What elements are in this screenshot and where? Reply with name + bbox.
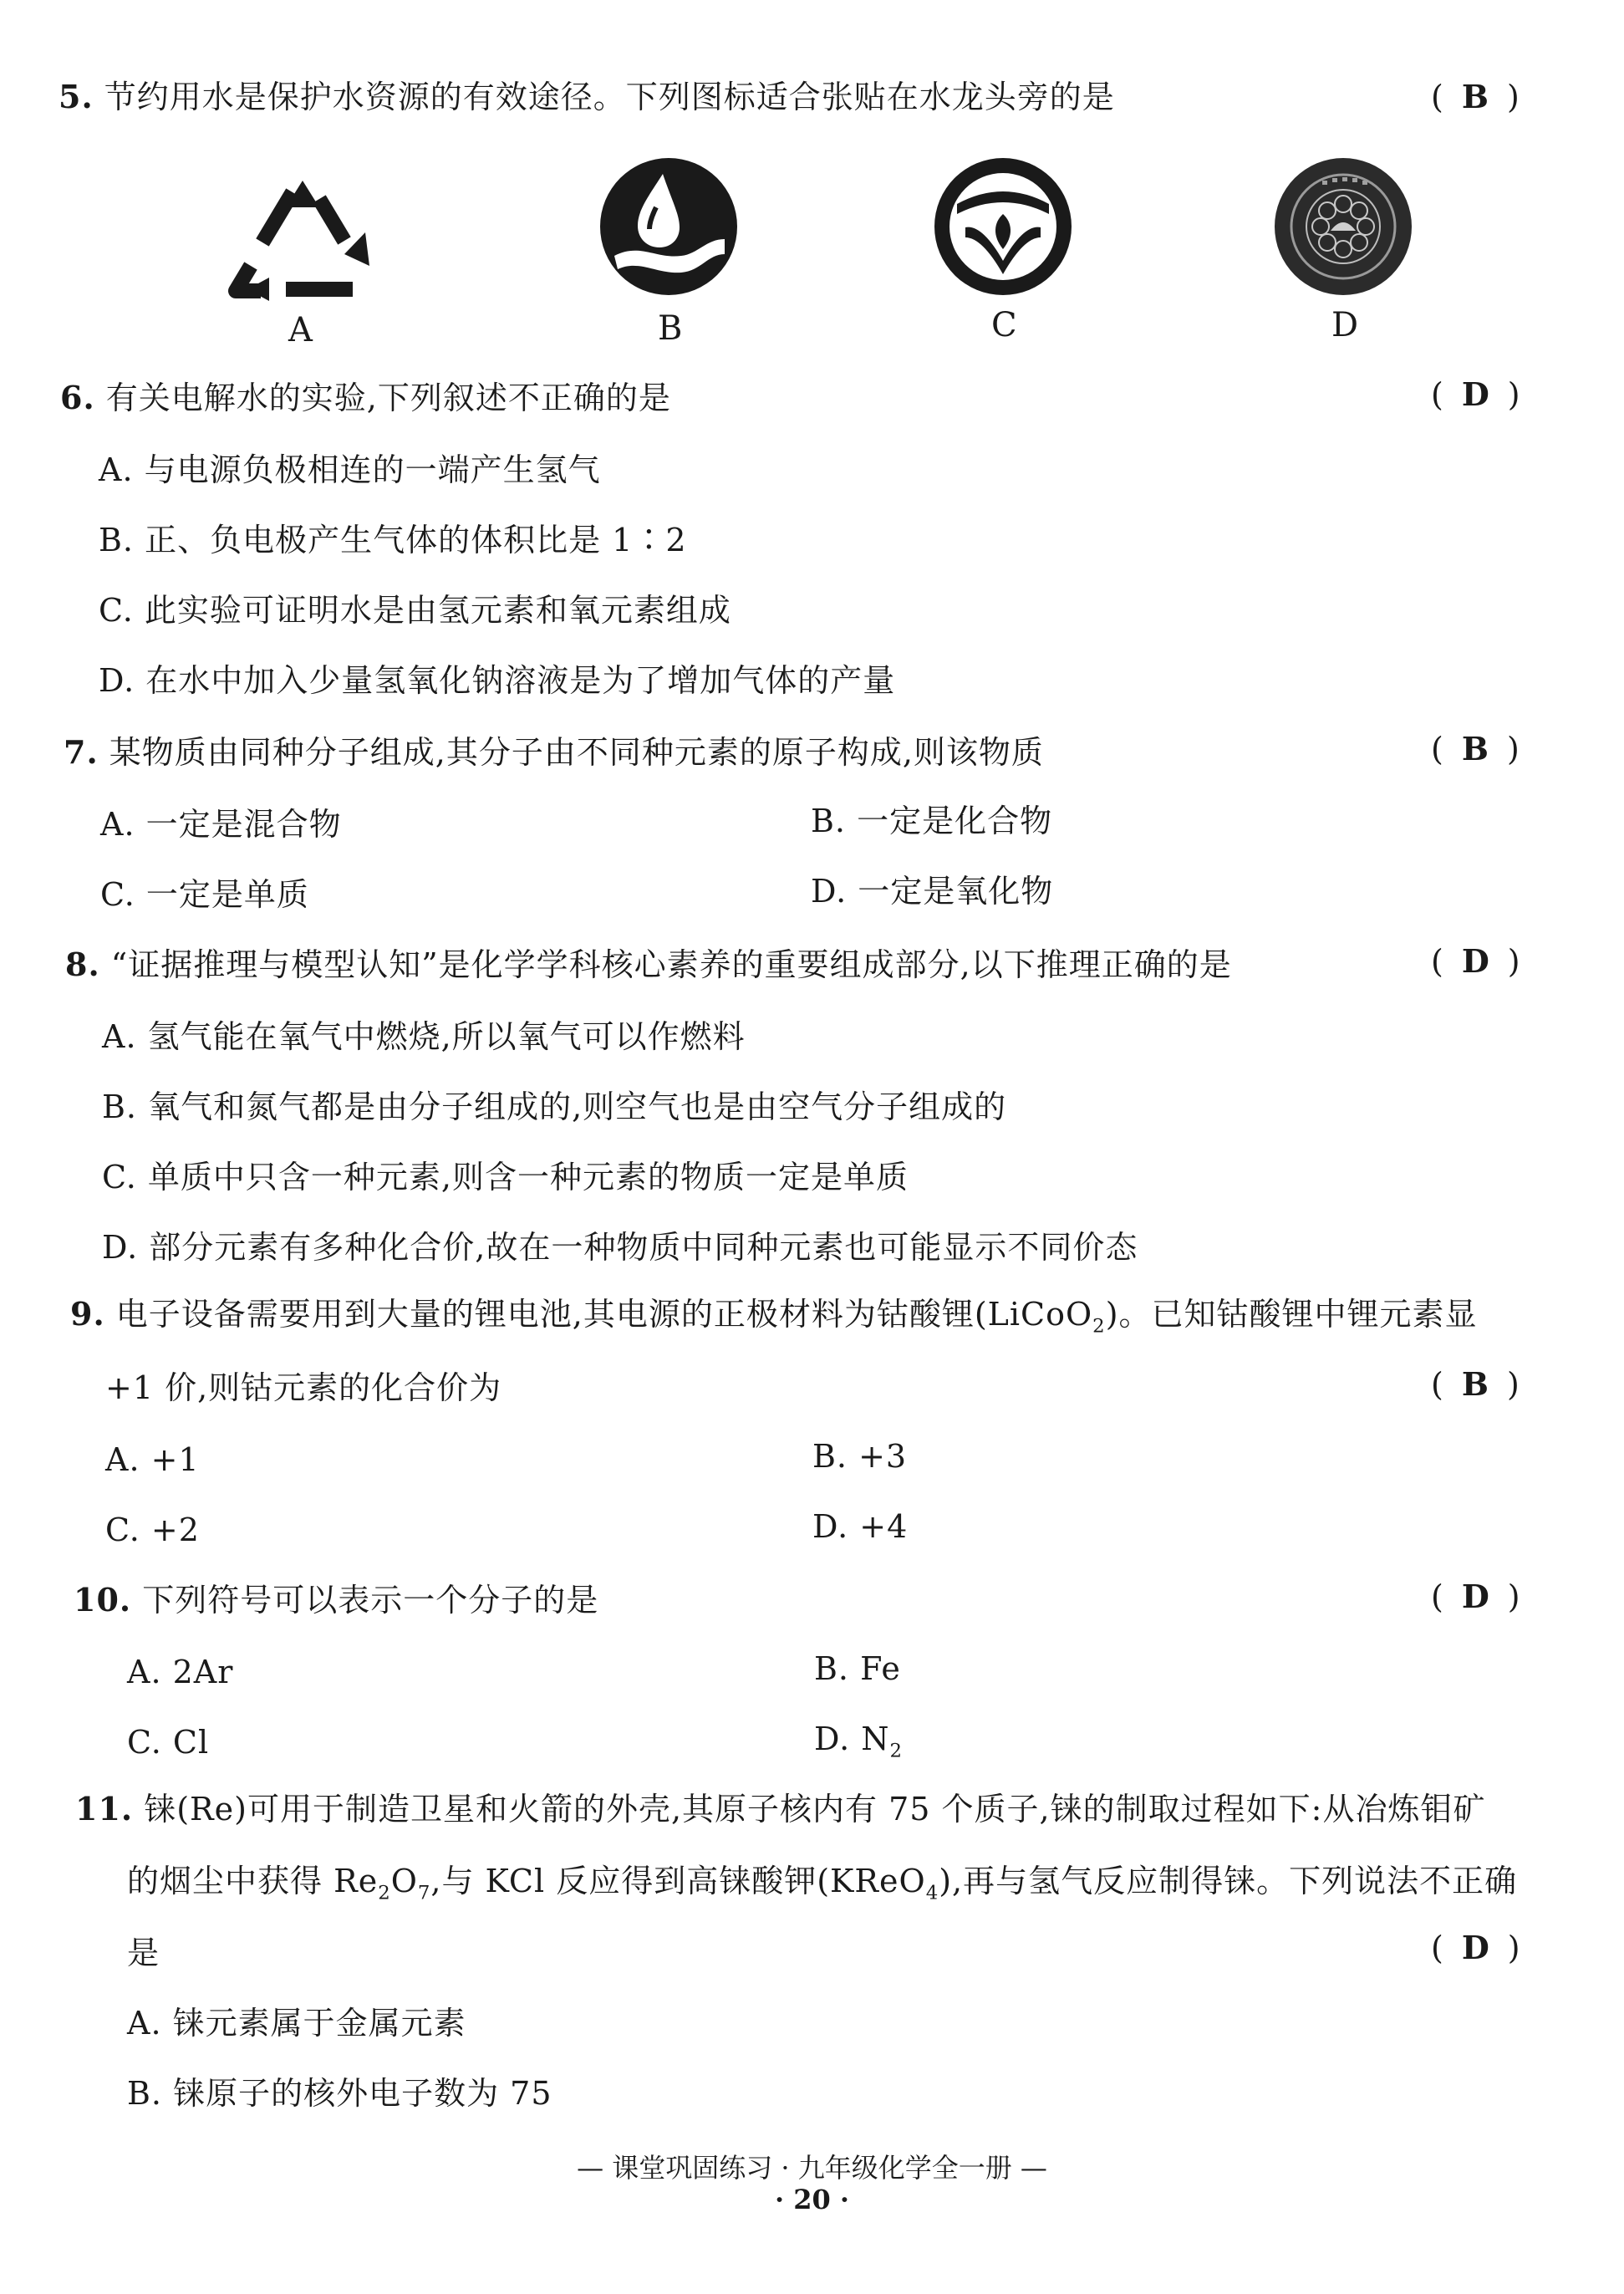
water-saving-icon: [598, 155, 740, 298]
recycle-icon: [219, 174, 386, 308]
question-8-option-a: A. 氢气能在氧气中燃烧,所以氧气可以作燃料: [102, 1018, 746, 1055]
answer-letter: B: [1461, 1365, 1489, 1403]
question-11-option-a: A. 铼元素属于金属元素: [127, 2005, 466, 2042]
figure-label-c: C: [991, 306, 1017, 344]
question-11-answer: ( D ): [1431, 1929, 1520, 1966]
question-7-option-a: A. 一定是混合物: [100, 806, 342, 843]
question-10-option-c: C. Cl: [127, 1724, 210, 1761]
question-text: 有关电解水的实验,下列叙述不正确的是: [105, 380, 671, 416]
page-number: · 20 ·: [774, 2184, 850, 2215]
question-7-answer: ( B ): [1431, 730, 1520, 767]
question-5-answer: ( B ): [1431, 78, 1520, 115]
question-5-stem: [59, 77, 1115, 117]
question-number: 8.: [65, 946, 100, 983]
question-9-option-d: D. +4: [812, 1508, 909, 1545]
question-6-option-b: B. 正、负电极产生气体的体积比是 1∶2: [99, 522, 687, 558]
question-6-stem: [60, 378, 671, 418]
answer-letter: D: [1461, 942, 1489, 980]
question-10-stem: [74, 1580, 598, 1620]
question-8-option-b: B. 氧气和氮气都是由分子组成的,则空气也是由空气分子组成的: [102, 1088, 1007, 1125]
question-6-answer: ( D ): [1431, 375, 1520, 413]
question-number: 6.: [60, 379, 95, 416]
question-11-stem-line-3: 是: [127, 1935, 160, 1971]
question-9-option-c: C. +2: [105, 1511, 200, 1548]
question-text: 节约用水是保护水资源的有效途径。下列图标适合张贴在水龙头旁的是: [104, 79, 1115, 115]
question-6-option-d: D. 在水中加入少量氢氧化钠溶液是为了增加气体的产量: [99, 662, 896, 699]
question-9-option-a: A. +1: [105, 1441, 200, 1478]
question-11-option-b: B. 铼原子的核外电子数为 75: [127, 2075, 552, 2112]
question-9-option-b: B. +3: [812, 1438, 908, 1475]
question-text: 下列符号可以表示一个分子的是: [142, 1582, 599, 1619]
question-number: 11.: [75, 1790, 134, 1828]
china-environmental-label-icon: [1272, 155, 1414, 298]
question-11-stem-line-1: 11. 铼(Re)可用于制造卫星和火箭的外壳,其原子核内有 75 个质子,铼的制取过程如下:从冶炼钼矿: [75, 1790, 1486, 1828]
question-10-option-b: B. Fe: [814, 1650, 901, 1687]
green-food-icon: [932, 155, 1074, 298]
question-number: 7.: [64, 733, 99, 771]
answer-letter: D: [1461, 1578, 1489, 1615]
question-8-option-d: D. 部分元素有多种化合价,故在一种物质中同种元素也可能显示不同价态: [102, 1229, 1138, 1266]
question-7-option-c: C. 一定是单质: [100, 876, 309, 913]
figure-label-d: D: [1331, 306, 1359, 344]
question-7-stem: [64, 732, 1044, 772]
question-8-stem: [65, 945, 1232, 985]
question-10-option-a: A. 2Ar: [127, 1654, 234, 1690]
answer-letter: D: [1461, 1929, 1489, 1966]
question-6-option-c: C. 此实验可证明水是由氢元素和氧元素组成: [99, 592, 731, 629]
question-text: “证据推理与模型认知”是化学学科核心素养的重要组成部分,以下推理正确的是: [110, 946, 1232, 983]
question-11-stem-line-2: 的烟尘中获得 $Re_2O_7$,与 KCl 反应得到高铼酸钾(KReO$_4$),再与氢气反应制得铼。下列说法不正确: [127, 1863, 1518, 1904]
figure-label-a: A: [288, 311, 313, 349]
question-9-stem-line-1: 9. 电子设备需要用到大量的锂电池,其电源的正极材料为钴酸锂(LiCoO$_2$)。已知钴酸锂中锂元素显: [70, 1295, 1478, 1338]
question-8-answer: ( D ): [1431, 942, 1520, 980]
question-7-option-d: D. 一定是氧化物: [811, 873, 1054, 910]
answer-letter: B: [1461, 730, 1489, 767]
question-number: 9.: [70, 1295, 105, 1333]
question-7-option-b: B. 一定是化合物: [811, 803, 1053, 839]
question-9-stem-line-2: +1 价,则钴元素的化合价为: [105, 1369, 502, 1406]
question-8-option-c: C. 单质中只含一种元素,则含一种元素的物质一定是单质: [102, 1159, 909, 1195]
page-footer: — 课堂巩固练习 · 九年级化学全一册 —: [577, 2152, 1047, 2184]
question-number: 5.: [59, 78, 94, 115]
answer-letter: B: [1461, 78, 1489, 115]
question-6-option-a: A. 与电源负极相连的一端产生氢气: [99, 451, 601, 488]
answer-letter: D: [1461, 375, 1489, 413]
question-number: 10.: [74, 1581, 132, 1619]
question-10-answer: ( D ): [1431, 1578, 1520, 1615]
question-9-answer: ( B ): [1431, 1365, 1520, 1403]
question-10-option-d: D. $N_2$: [814, 1720, 904, 1762]
figure-label-b: B: [658, 309, 683, 348]
question-text: 某物质由同种分子组成,其分子由不同种元素的原子构成,则该物质: [109, 734, 1044, 771]
